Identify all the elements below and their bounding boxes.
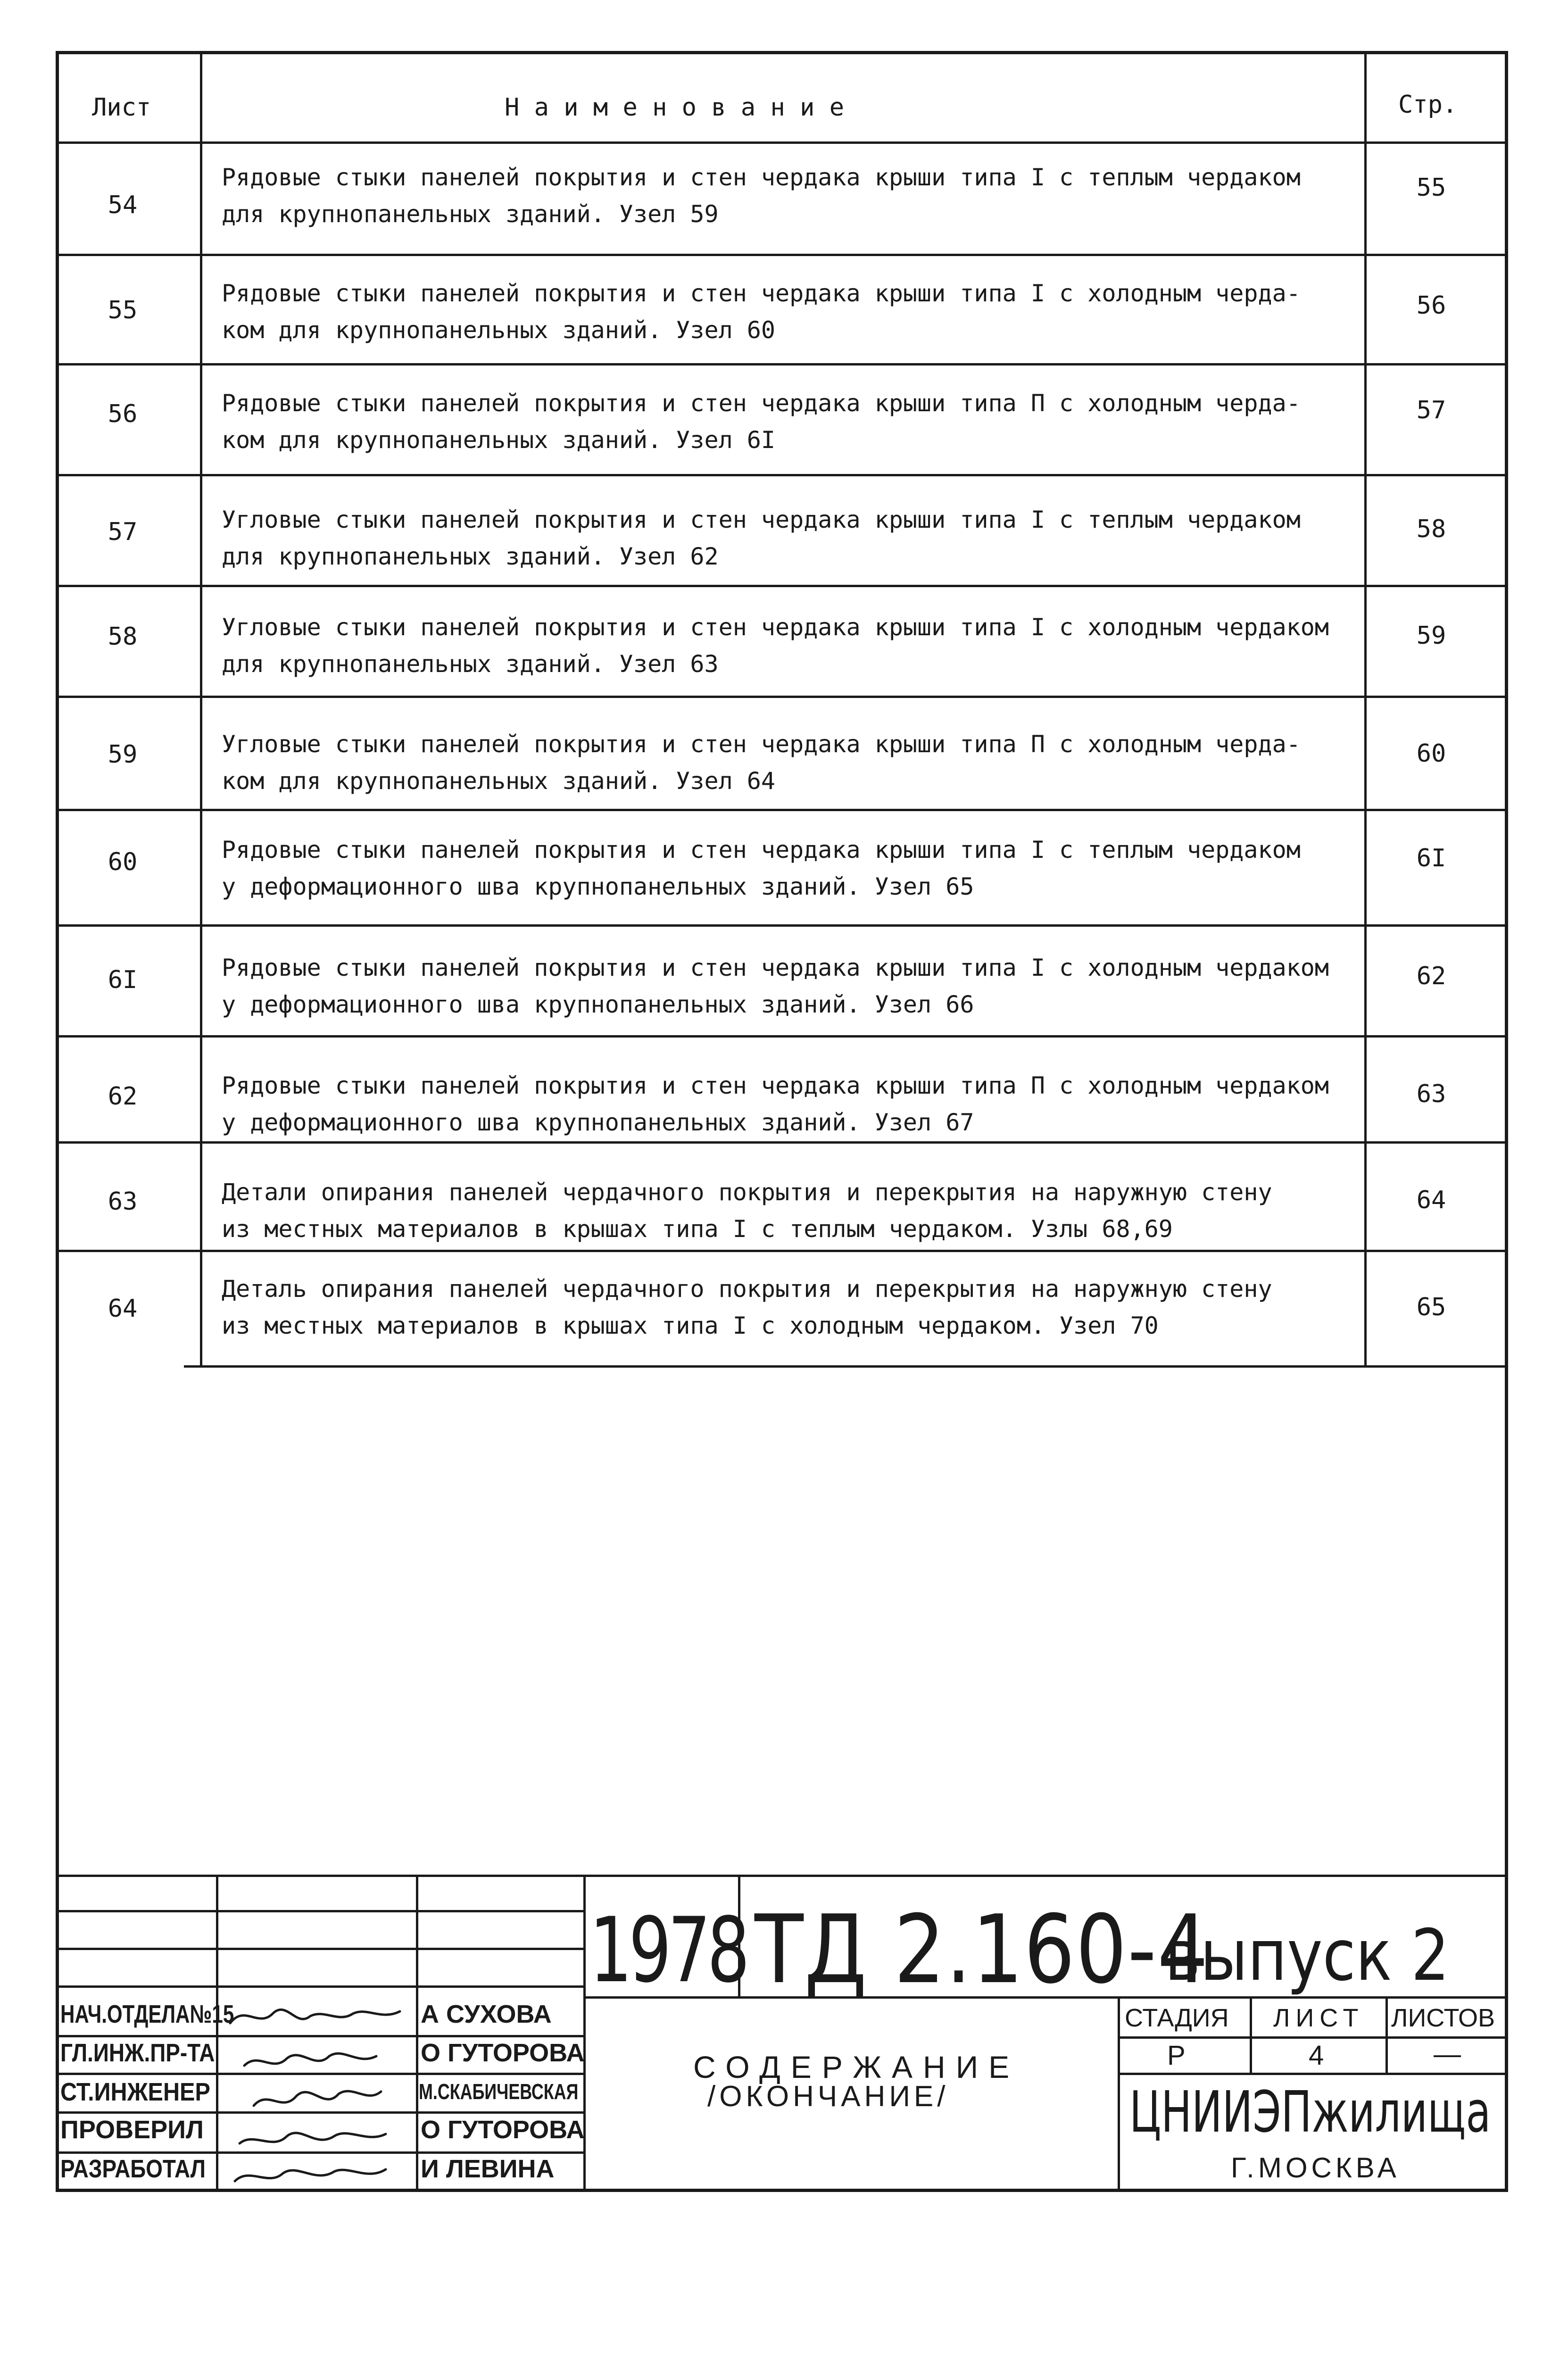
role-name: М.СКАБИЧЕВСКАЯ: [419, 2079, 579, 2104]
row-page: 59: [1416, 622, 1446, 650]
row-page: 62: [1416, 962, 1446, 990]
row-title-line2: у деформационного шва крупнопанельных зданий. Узел 65: [222, 873, 974, 900]
row-sheet: 64: [108, 1295, 138, 1323]
stage-value: Р: [1167, 2040, 1186, 2071]
row-title-line2: ком для крупнопанельных зданий. Узел 64: [222, 767, 775, 795]
role-name: И ЛЕВИНА: [421, 2155, 555, 2183]
row-title-line1: Угловые стыки панелей покрытия и стен чердака крыши типа I с теплым чердаком: [222, 506, 1301, 533]
row-title-line2: у деформационного шва крупнопанельных зданий. Узел 67: [222, 1109, 974, 1136]
row-title-line2: для крупнопанельных зданий. Узел 62: [222, 543, 719, 570]
row-sheet: 58: [108, 623, 138, 651]
row-title-line1: Рядовые стыки панелей покрытия и стен чердака крыши типа I с холодным чердаком: [222, 954, 1329, 981]
year: 1978: [589, 1898, 747, 2002]
role-label: НАЧ.ОТДЕЛА№15: [60, 2000, 234, 2028]
row-page: 64: [1416, 1186, 1446, 1214]
row-page: 57: [1416, 396, 1446, 424]
row-title-line1: Рядовые стыки панелей покрытия и стен чердака крыши типа I с теплым чердаком: [222, 164, 1301, 191]
row-title-line2: из местных материалов в крышах типа I с холодным чердаком. Узел 70: [222, 1312, 1159, 1339]
role-name: О ГУТОРОВА: [421, 2116, 585, 2144]
row-page: 60: [1416, 739, 1446, 768]
row-title-line1: Детали опирания панелей чердачного покрытия и перекрытия на наружную стену: [222, 1179, 1272, 1206]
header-name: Н а и м е н о в а н и е: [505, 93, 845, 122]
organization: ЦНИИЭПжилища: [1129, 2080, 1491, 2145]
document-subtitle: /ОКОНЧАНИЕ/: [707, 2080, 949, 2113]
row-sheet: 55: [108, 296, 138, 324]
header-sheet: Лист: [92, 93, 151, 122]
stage-label: СТАДИЯ: [1125, 2004, 1229, 2032]
document-code: ТД 2.160-4: [755, 1895, 1209, 2005]
row-title-line2: ком для крупнопанельных зданий. Узел 60: [222, 316, 775, 344]
city: Г.МОСКВА: [1231, 2152, 1400, 2184]
sheet-value: 4: [1309, 2040, 1324, 2071]
row-sheet: 60: [108, 848, 138, 876]
row-title-line2: для крупнопанельных зданий. Узел 59: [222, 200, 719, 228]
row-page: 56: [1416, 291, 1446, 320]
document-title: СОДЕРЖАНИЕ: [693, 2050, 1020, 2084]
row-title-line1: Угловые стыки панелей покрытия и стен чердака крыши типа I с холодным чердаком: [222, 614, 1329, 641]
role-label: РАЗРАБОТАЛ: [60, 2155, 206, 2183]
row-title-line1: Деталь опирания панелей чердачного покрытия и перекрытия на наружную стену: [222, 1275, 1272, 1303]
row-sheet: 6I: [108, 966, 138, 994]
role-name: А СУХОВА: [421, 2000, 552, 2028]
sheets-label: ЛИСТОВ: [1391, 2004, 1495, 2032]
row-sheet: 62: [108, 1082, 138, 1111]
row-page: 58: [1416, 515, 1446, 543]
sheet-label: ЛИСТ: [1273, 2004, 1364, 2032]
row-title-line2: у деформационного шва крупнопанельных зданий. Узел 66: [222, 991, 974, 1018]
row-title-line1: Рядовые стыки панелей покрытия и стен чердака крыши типа П с холодным черда-: [222, 390, 1301, 417]
header-page: Стр.: [1398, 91, 1458, 119]
row-page: 63: [1416, 1080, 1446, 1108]
row-sheet: 54: [108, 191, 138, 219]
row-page: 55: [1416, 174, 1446, 202]
row-page: 6I: [1416, 844, 1446, 872]
role-name: О ГУТОРОВА: [421, 2039, 585, 2067]
row-page: 65: [1416, 1293, 1446, 1321]
row-title-line1: Рядовые стыки панелей покрытия и стен чердака крыши типа I с холодным черда-: [222, 280, 1301, 307]
signatures: [216, 1995, 416, 2193]
row-sheet: 56: [108, 400, 138, 428]
row-title-line1: Угловые стыки панелей покрытия и стен чердака крыши типа П с холодным черда-: [222, 731, 1301, 758]
row-sheet: 59: [108, 740, 138, 769]
role-label: СТ.ИНЖЕНЕР: [60, 2078, 210, 2106]
role-label: ГЛ.ИНЖ.ПР-ТА: [60, 2039, 215, 2067]
row-sheet: 63: [108, 1187, 138, 1216]
sheets-value: —: [1434, 2039, 1461, 2069]
row-sheet: 57: [108, 518, 138, 546]
row-title-line1: Рядовые стыки панелей покрытия и стен чердака крыши типа I с теплым чердаком: [222, 836, 1301, 863]
row-title-line1: Рядовые стыки панелей покрытия и стен чердака крыши типа П с холодным чердаком: [222, 1072, 1329, 1099]
issue-number: выпуск 2: [1165, 1915, 1450, 1997]
row-title-line2: ком для крупнопанельных зданий. Узел 6I: [222, 426, 775, 454]
role-label: ПРОВЕРИЛ: [60, 2116, 204, 2144]
row-title-line2: из местных материалов в крышах типа I с теплым чердаком. Узлы 68,69: [222, 1215, 1173, 1243]
row-title-line2: для крупнопанельных зданий. Узел 63: [222, 650, 719, 678]
